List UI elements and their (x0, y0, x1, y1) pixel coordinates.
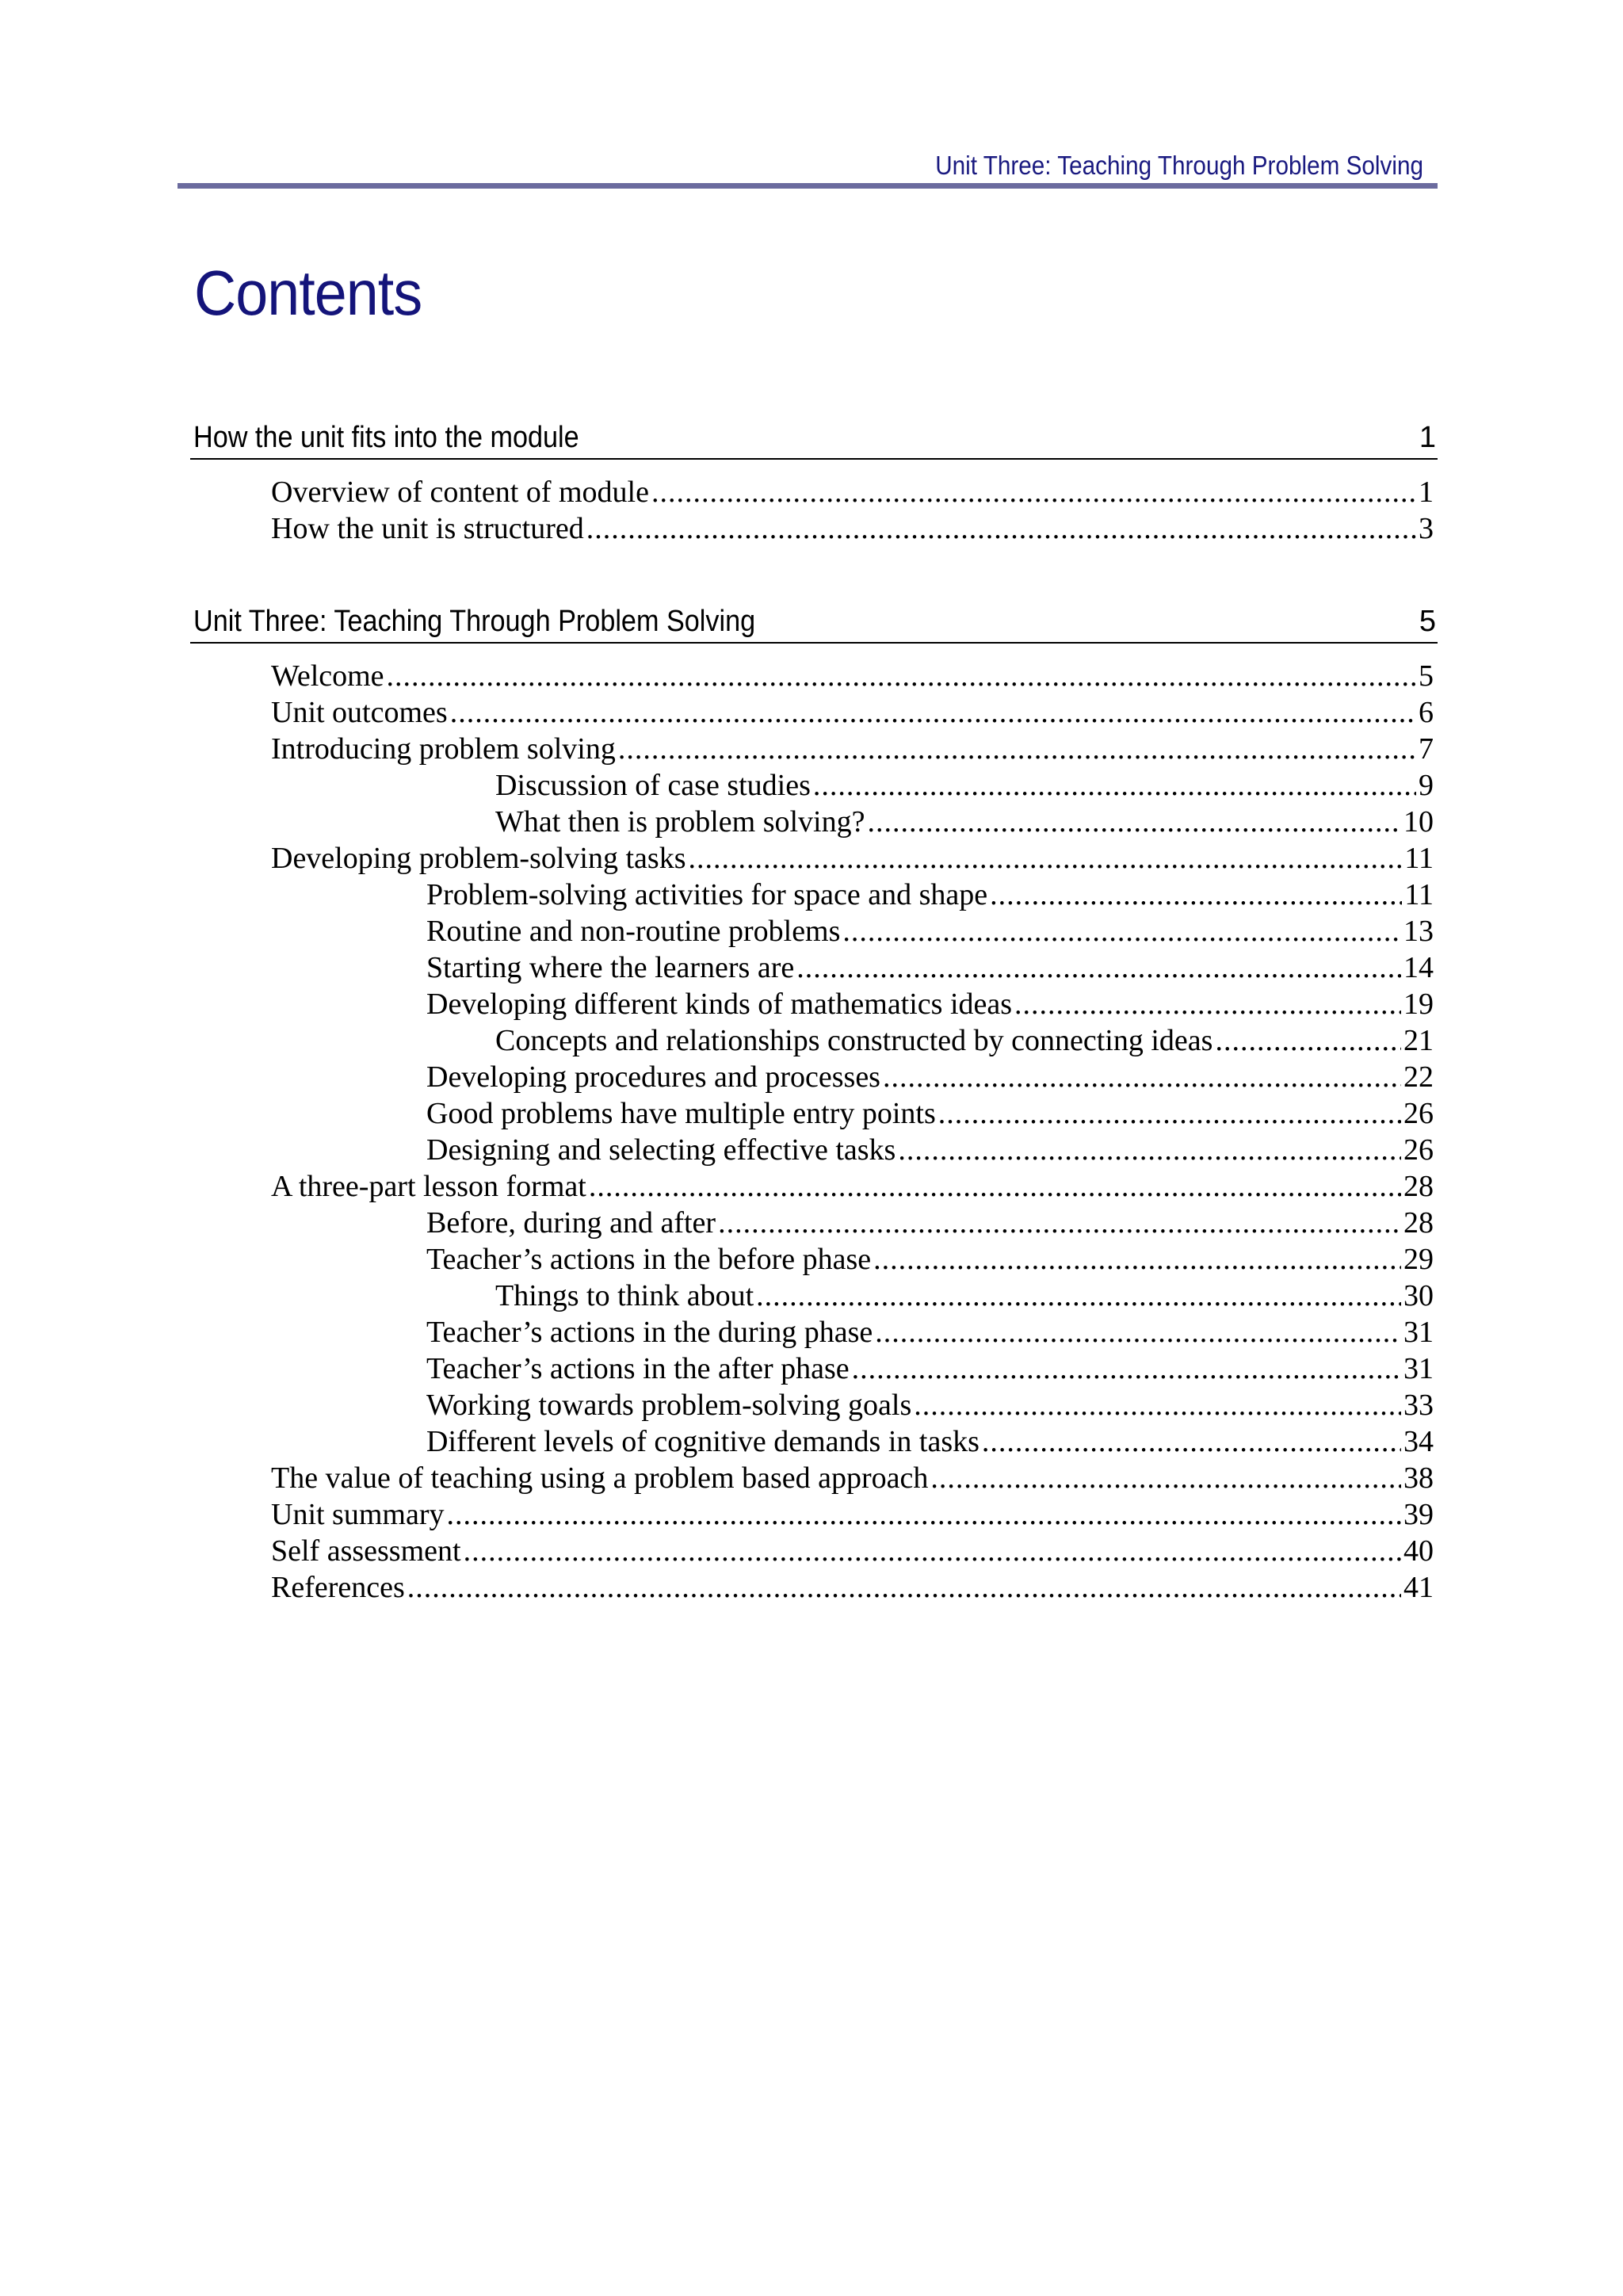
toc-entry[interactable] (190, 1387, 1434, 1423)
toc-entry-title: Designing and selecting effective tasks (426, 1133, 896, 1167)
toc-entry-title: Concepts and relationships constructed by connecting ideas (495, 1024, 1213, 1057)
toc-entry[interactable] (190, 1423, 1434, 1460)
dot-leader (387, 658, 1416, 694)
dot-leader (883, 1059, 1401, 1095)
toc-entry-page: 31 (1403, 1352, 1434, 1385)
toc-entry-title: Self assessment (271, 1534, 461, 1568)
toc-entry-title: Teacher’s actions in the before phase (426, 1243, 872, 1276)
toc-entry-page: 3 (1419, 512, 1434, 545)
toc-entry-page: 14 (1403, 951, 1434, 984)
toc-entry-page: 13 (1403, 915, 1434, 948)
toc-entry-page: 7 (1419, 732, 1434, 766)
toc-entry-page: 11 (1404, 878, 1434, 911)
dot-leader (618, 731, 1416, 767)
toc-entry-title: A three-part lesson format (271, 1170, 586, 1203)
dot-leader (1215, 1022, 1401, 1059)
toc-entry-page: 29 (1403, 1243, 1434, 1276)
toc-section (190, 420, 1438, 547)
toc-entry[interactable] (190, 913, 1434, 949)
toc-entry[interactable] (190, 1460, 1434, 1496)
toc-entry-title: Developing different kinds of mathematics ideas (426, 988, 1013, 1021)
dot-leader (589, 1168, 1401, 1205)
toc-entry-title: How the unit is structured (271, 512, 584, 545)
toc-entry[interactable] (190, 840, 1434, 877)
toc-entry-title: Things to think about (495, 1279, 754, 1312)
dot-leader (982, 1423, 1401, 1460)
dot-leader (867, 804, 1401, 840)
toc-entry-page: 40 (1403, 1534, 1434, 1568)
toc-entry[interactable] (190, 949, 1434, 986)
header-rule (178, 183, 1438, 189)
toc-entry[interactable] (190, 1168, 1434, 1205)
toc-entry[interactable] (190, 1132, 1434, 1168)
toc-entry-page: 1 (1419, 476, 1434, 509)
toc-entry-page: 5 (1419, 659, 1434, 693)
toc-entry-title: Working towards problem-solving goals (426, 1389, 912, 1422)
dot-leader (651, 474, 1416, 510)
toc-entry-title: Teacher’s actions in the during phase (426, 1316, 873, 1349)
dot-leader (852, 1350, 1401, 1387)
toc-entry-title: Teacher’s actions in the after phase (426, 1352, 850, 1385)
toc-entry[interactable] (190, 1350, 1434, 1387)
toc-entry[interactable] (190, 1059, 1434, 1095)
toc-entry-title: What then is problem solving? (495, 805, 865, 839)
dot-leader (938, 1095, 1401, 1132)
dot-leader (464, 1533, 1401, 1569)
toc-entry-page: 31 (1403, 1316, 1434, 1349)
toc-entry[interactable] (190, 474, 1434, 510)
toc-entry[interactable] (190, 1095, 1434, 1132)
section-spacer (190, 547, 1438, 604)
dot-leader (586, 510, 1416, 547)
toc-section (190, 604, 1438, 1606)
running-header: Unit Three: Teaching Through Problem Solving (935, 151, 1423, 180)
toc-section-heading-title: Unit Three: Teaching Through Problem Solving (193, 605, 756, 638)
toc-entry[interactable] (190, 1569, 1434, 1606)
dot-leader (407, 1569, 1401, 1606)
toc-entry[interactable] (190, 877, 1434, 913)
page-title: Contents (194, 258, 422, 328)
toc-entry-title: The value of teaching using a problem based approach (271, 1461, 929, 1495)
toc-entry-page: 6 (1419, 696, 1434, 729)
dot-leader (796, 949, 1401, 986)
toc-entry-title: Introducing problem solving (271, 732, 616, 766)
toc-entry-page: 26 (1403, 1133, 1434, 1167)
toc-entry-page: 39 (1403, 1498, 1434, 1531)
toc-entry[interactable] (190, 1241, 1434, 1278)
toc-entry[interactable] (190, 731, 1434, 767)
dot-leader (446, 1496, 1401, 1533)
toc-entry-page: 10 (1403, 805, 1434, 839)
dot-leader (813, 767, 1416, 804)
toc-entry-page: 34 (1403, 1425, 1434, 1458)
dot-leader (930, 1460, 1401, 1496)
toc-entry-list (190, 460, 1438, 547)
toc-entry-title: References (271, 1571, 405, 1604)
toc-entry-page: 38 (1403, 1461, 1434, 1495)
dot-leader (990, 877, 1402, 913)
toc-entry-title: Unit summary (271, 1498, 445, 1531)
toc-entry[interactable] (190, 1022, 1434, 1059)
toc-entry-page: 28 (1403, 1206, 1434, 1240)
toc-entry-title: Problem-solving activities for space and shape (426, 878, 988, 911)
toc-entry-title: Developing problem-solving tasks (271, 842, 686, 875)
toc-entry-page: 28 (1403, 1170, 1434, 1203)
toc-entry[interactable] (190, 1278, 1434, 1314)
dot-leader (688, 840, 1402, 877)
toc-entry-page: 11 (1404, 842, 1434, 875)
dot-leader (450, 694, 1416, 731)
toc-entry-title: Overview of content of module (271, 476, 649, 509)
toc-entry-title: Good problems have multiple entry points (426, 1097, 936, 1130)
toc-entry-page: 26 (1403, 1097, 1434, 1130)
toc-entry-page: 33 (1403, 1389, 1434, 1422)
dot-leader (873, 1241, 1401, 1278)
toc-entry[interactable] (190, 694, 1434, 731)
toc-entry-page: 22 (1403, 1060, 1434, 1094)
toc-section-heading-title: How the unit fits into the module (193, 421, 579, 454)
toc-section-heading-page: 1 (1419, 421, 1436, 454)
toc-entry-title: Unit outcomes (271, 696, 448, 729)
toc-entry[interactable] (190, 986, 1434, 1022)
dot-leader (756, 1278, 1401, 1314)
toc-entry-page: 21 (1403, 1024, 1434, 1057)
toc-entry[interactable] (190, 1496, 1434, 1533)
toc-entry[interactable] (190, 1205, 1434, 1241)
toc-entry[interactable] (190, 1533, 1434, 1569)
toc-entry-page: 19 (1403, 988, 1434, 1021)
dot-leader (875, 1314, 1401, 1350)
toc-entry-title: Before, during and after (426, 1206, 716, 1240)
toc-entry[interactable] (190, 767, 1434, 804)
dot-leader (718, 1205, 1401, 1241)
toc-entry-title: Welcome (271, 659, 384, 693)
toc-entry-title: Routine and non-routine problems (426, 915, 841, 948)
toc-entry-title: Discussion of case studies (495, 769, 811, 802)
toc-section-heading[interactable] (190, 604, 1438, 644)
table-of-contents (190, 420, 1438, 1606)
toc-section-heading[interactable] (190, 420, 1438, 460)
dot-leader (842, 913, 1401, 949)
toc-entry[interactable] (190, 658, 1434, 694)
toc-entry[interactable] (190, 804, 1434, 840)
dot-leader (914, 1387, 1401, 1423)
toc-entry-title: Developing procedures and processes (426, 1060, 880, 1094)
toc-entry-page: 9 (1419, 769, 1434, 802)
toc-entry[interactable] (190, 510, 1434, 547)
toc-section-heading-page: 5 (1419, 605, 1436, 638)
toc-entry-title: Different levels of cognitive demands in tasks (426, 1425, 980, 1458)
toc-entry-list (190, 644, 1438, 1606)
toc-entry[interactable] (190, 1314, 1434, 1350)
toc-entry-page: 30 (1403, 1279, 1434, 1312)
toc-entry-page: 41 (1403, 1571, 1434, 1604)
dot-leader (898, 1132, 1401, 1168)
toc-entry-title: Starting where the learners are (426, 951, 795, 984)
dot-leader (1014, 986, 1401, 1022)
